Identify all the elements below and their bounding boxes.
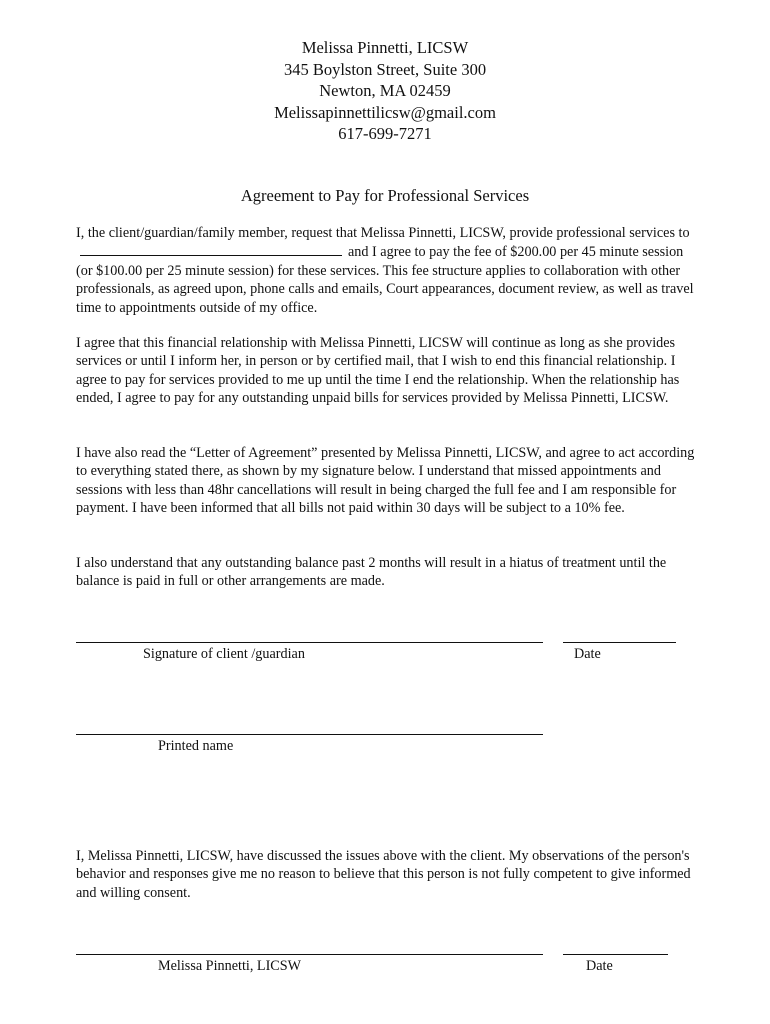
client-signature-label: Signature of client /guardian bbox=[143, 646, 305, 662]
printed-name-line[interactable] bbox=[76, 734, 543, 735]
letterhead-street: 345 Boylston Street, Suite 300 bbox=[283, 59, 487, 79]
letterhead-phone: 617-699-7271 bbox=[338, 124, 432, 143]
letterhead-city: Newton, MA 02459 bbox=[319, 81, 451, 100]
paragraph-letter-of-agreement: I have also read the “Letter of Agreement” presented by Melissa Pinnetti, LICSW, and agree to act according to everything stated there, as shown by my signature below. I understand that missed appointments and sessions with less than 48hr cancellations will result in being charged the full fee and I am responsible for payment. I have been informed that all bills not paid within 30 days will be subject to a 10% fee. bbox=[76, 445, 695, 517]
document-title: Agreement to Pay for Professional Services bbox=[240, 186, 530, 205]
letterhead-name: Melissa Pinnetti, LICSW bbox=[301, 38, 469, 57]
paragraph-clinician-attestation: I, Melissa Pinnetti, LICSW, have discussed the issues above with the client. My observations of the person's behavior and responses give me no reason to believe that this person is not fully competent to give informed and willing consent. bbox=[76, 848, 691, 901]
letterhead bbox=[0, 37, 770, 145]
clinician-signature-label: Melissa Pinnetti, LICSW bbox=[158, 958, 302, 974]
letterhead-email: Melissapinnettilicsw@gmail.com bbox=[274, 102, 496, 122]
fee-text-after: and I agree to pay the fee of $200.00 per 45 minute session (or $100.00 per 25 minute session) for these services. This fee structure applies to collaboration with other professionals, as agreed upon, phone calls and emails, Court appearances, document review, as well as travel time to appointments outside of my office. bbox=[76, 244, 694, 316]
clinician-signature-line[interactable] bbox=[76, 954, 543, 955]
paragraph-fee-agreement bbox=[76, 224, 696, 317]
paragraph-outstanding-balance: I also understand that any outstanding balance past 2 months will result in a hiatus of treatment until the balance is paid in full or other arrangements are made. bbox=[76, 555, 667, 590]
printed-name-label: Printed name bbox=[158, 738, 234, 754]
clinician-date-label: Date bbox=[586, 958, 613, 974]
services-recipient-field[interactable] bbox=[80, 242, 342, 256]
clinician-date-line[interactable] bbox=[563, 954, 668, 955]
fee-text-before: I, the client/guardian/family member, request that Melissa Pinnetti, LICSW, provide professional services to bbox=[76, 225, 690, 241]
client-date-label: Date bbox=[574, 646, 601, 662]
client-signature-line[interactable] bbox=[76, 642, 543, 643]
paragraph-financial-relationship: I agree that this financial relationship with Melissa Pinnetti, LICSW will continue as long as she provides services or until I inform her, in person or by certified mail, that I wish to end this financial relationship. I agree to pay for services provided to me up until the time I end the relationship. When the relationship has ended, I agree to pay for any outstanding unpaid bills for services provided by Melissa Pinnetti, LICSW. bbox=[76, 335, 680, 407]
client-date-line[interactable] bbox=[563, 642, 676, 643]
